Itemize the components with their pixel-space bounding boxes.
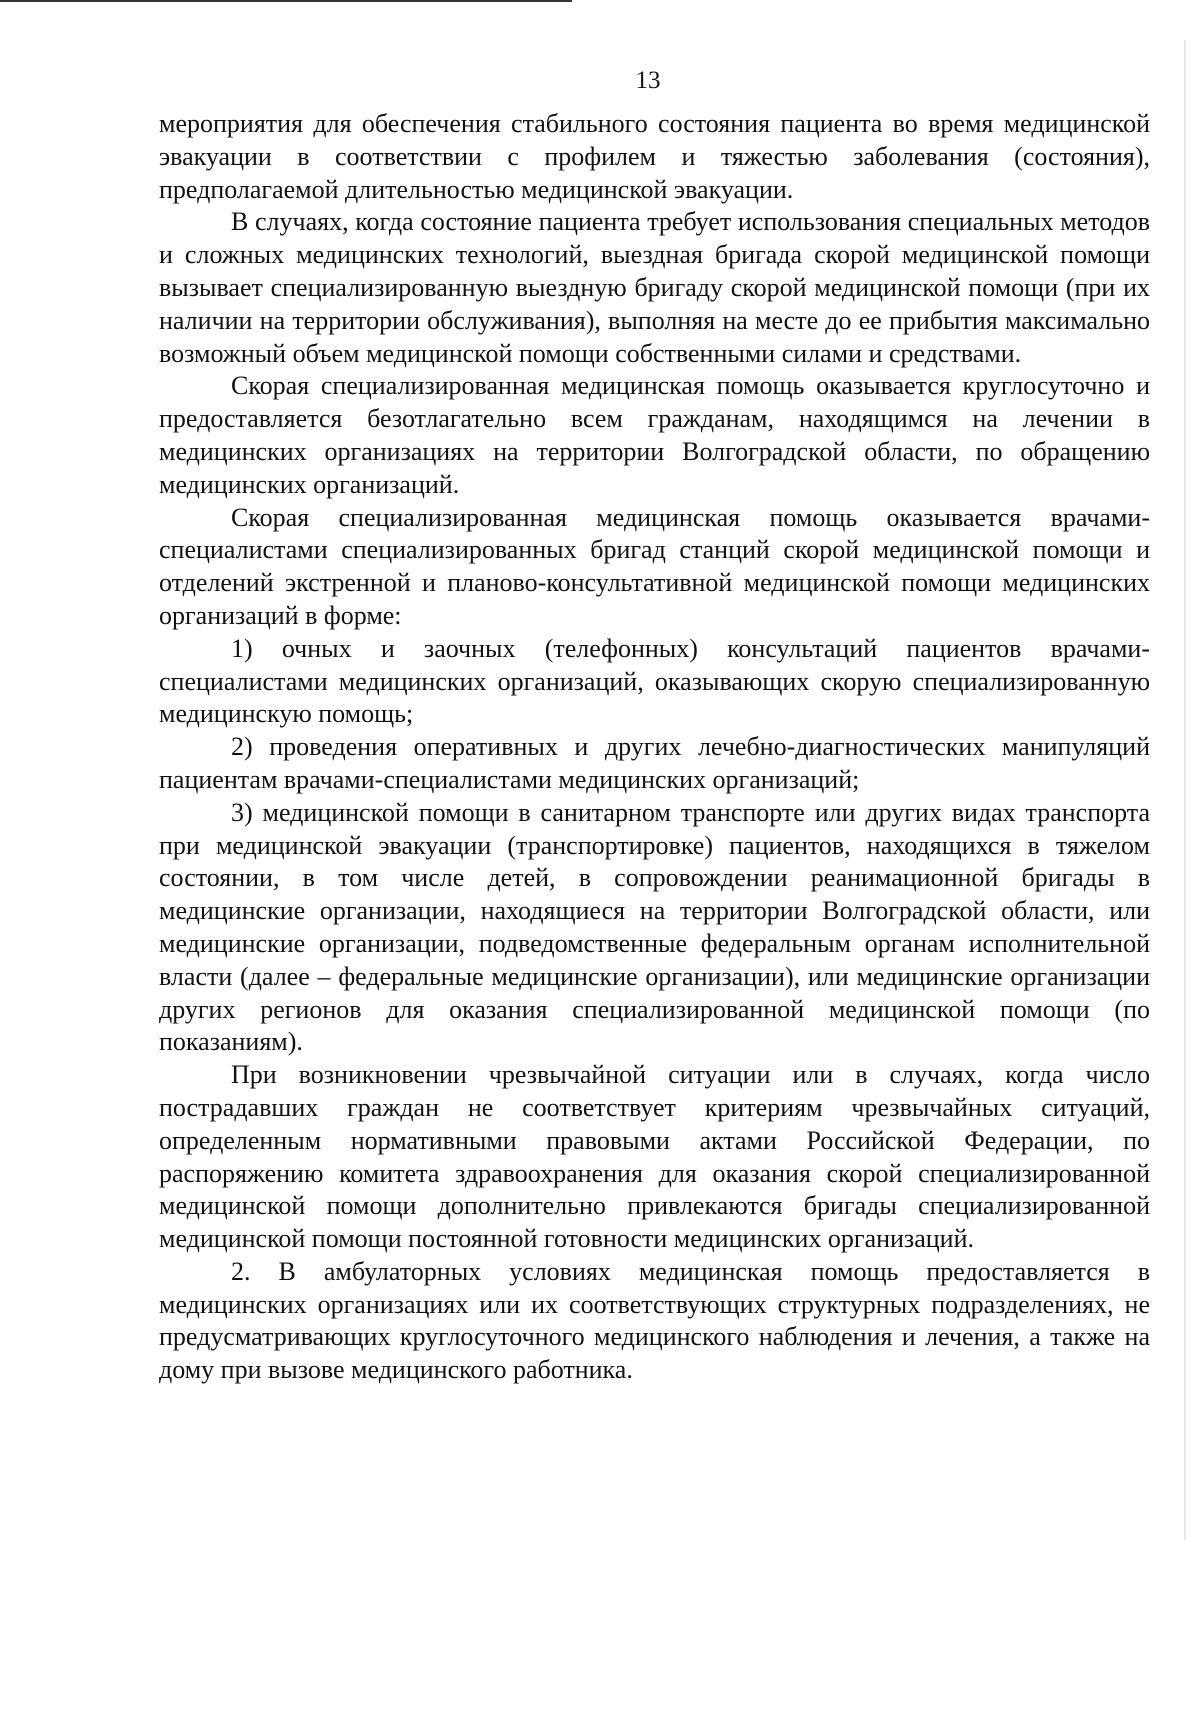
paragraph-forms-of-care: Скорая специализированная медицинская помощь оказывается врачами-специалистами специализированных бригад станций скорой медицинской помощи и отделений экстренной и планово-консультативной медицинской помощи медицинских организаций в форме: — [159, 502, 1150, 630]
paragraph-continuation: мероприятия для обеспечения стабильного состояния пациента во время медицинской эвакуации в соответствии с профилем и тяжестью заболевания (состояния), предполагаемой длительностью медицинской эвакуации. — [159, 109, 1150, 204]
list-item-consultations: 1) очных и заочных (телефонных) консультаций пациентов врачами-специалистами медицинских организаций, оказывающих скорую специализированную медицинскую помощь; — [159, 633, 1150, 729]
scan-border-line — [0, 0, 572, 2]
paragraph-special-methods: В случаях, когда состояние пациента требует использования специальных методов и сложных медицинских технологий, выездная бригада скорой медицинской помощи вызывает специализированную выездную бригаду скорой медицинской помощи (при их наличии на территории обслуживания), выполняя на месте до ее прибытия максимально возможный объем медицинской помощи собственными силами и средствами. — [159, 207, 1150, 368]
paragraph-outpatient-care: 2. В амбулаторных условиях медицинская помощь предоставляется в медицинских организациях или их соответствующих структурных подразделениях, не предусматривающих круглосуточного медицинского наблюдения и лечения, а также на дому при вызове медицинского работника. — [159, 1256, 1150, 1385]
paragraph-round-the-clock: Скорая специализированная медицинская помощь оказывается круглосуточно и предоставляется безотлагательно всем гражданам, находящимся на лечении в медицинских организациях на территории Волгоградской области, по обращению медицинских организаций. — [159, 371, 1150, 499]
page-number: 13 — [635, 67, 661, 94]
list-item-manipulations: 2) проведения оперативных и других лечебно-диагностических манипуляций пациентам врачами-специалистами медицинских организаций; — [159, 732, 1150, 794]
document-body — [159, 108, 1150, 1387]
paragraph-emergency-situation: При возникновении чрезвычайной ситуации или в случаях, когда число пострадавших граждан не соответствует критериям чрезвычайных ситуаций, определенным нормативными правовыми актами Российской Федерации, по распоряжению комитета здравоохранения для оказания скорой специализированной медицинской помощи дополнительно привлекаются бригады специализированной медицинской помощи постоянной готовности медицинских организаций. — [159, 1060, 1150, 1254]
list-item-transport: 3) медицинской помощи в санитарном транспорте или других видах транспорта при медицинской эвакуации (транспортировке) пациентов, находящихся в тяжелом состоянии, в том числе детей, в сопровождении реанимационной бригады в медицинские организации, находящиеся на территории Волгоградской области, или медицинские организации, подведомственные федеральным органам исполнительной власти (далее – федеральные медицинские организации), или медицинские организации других регионов для оказания специализированной медицинской помощи (по показаниям). — [159, 797, 1150, 1057]
scan-edge-shadow — [1184, 40, 1186, 1540]
